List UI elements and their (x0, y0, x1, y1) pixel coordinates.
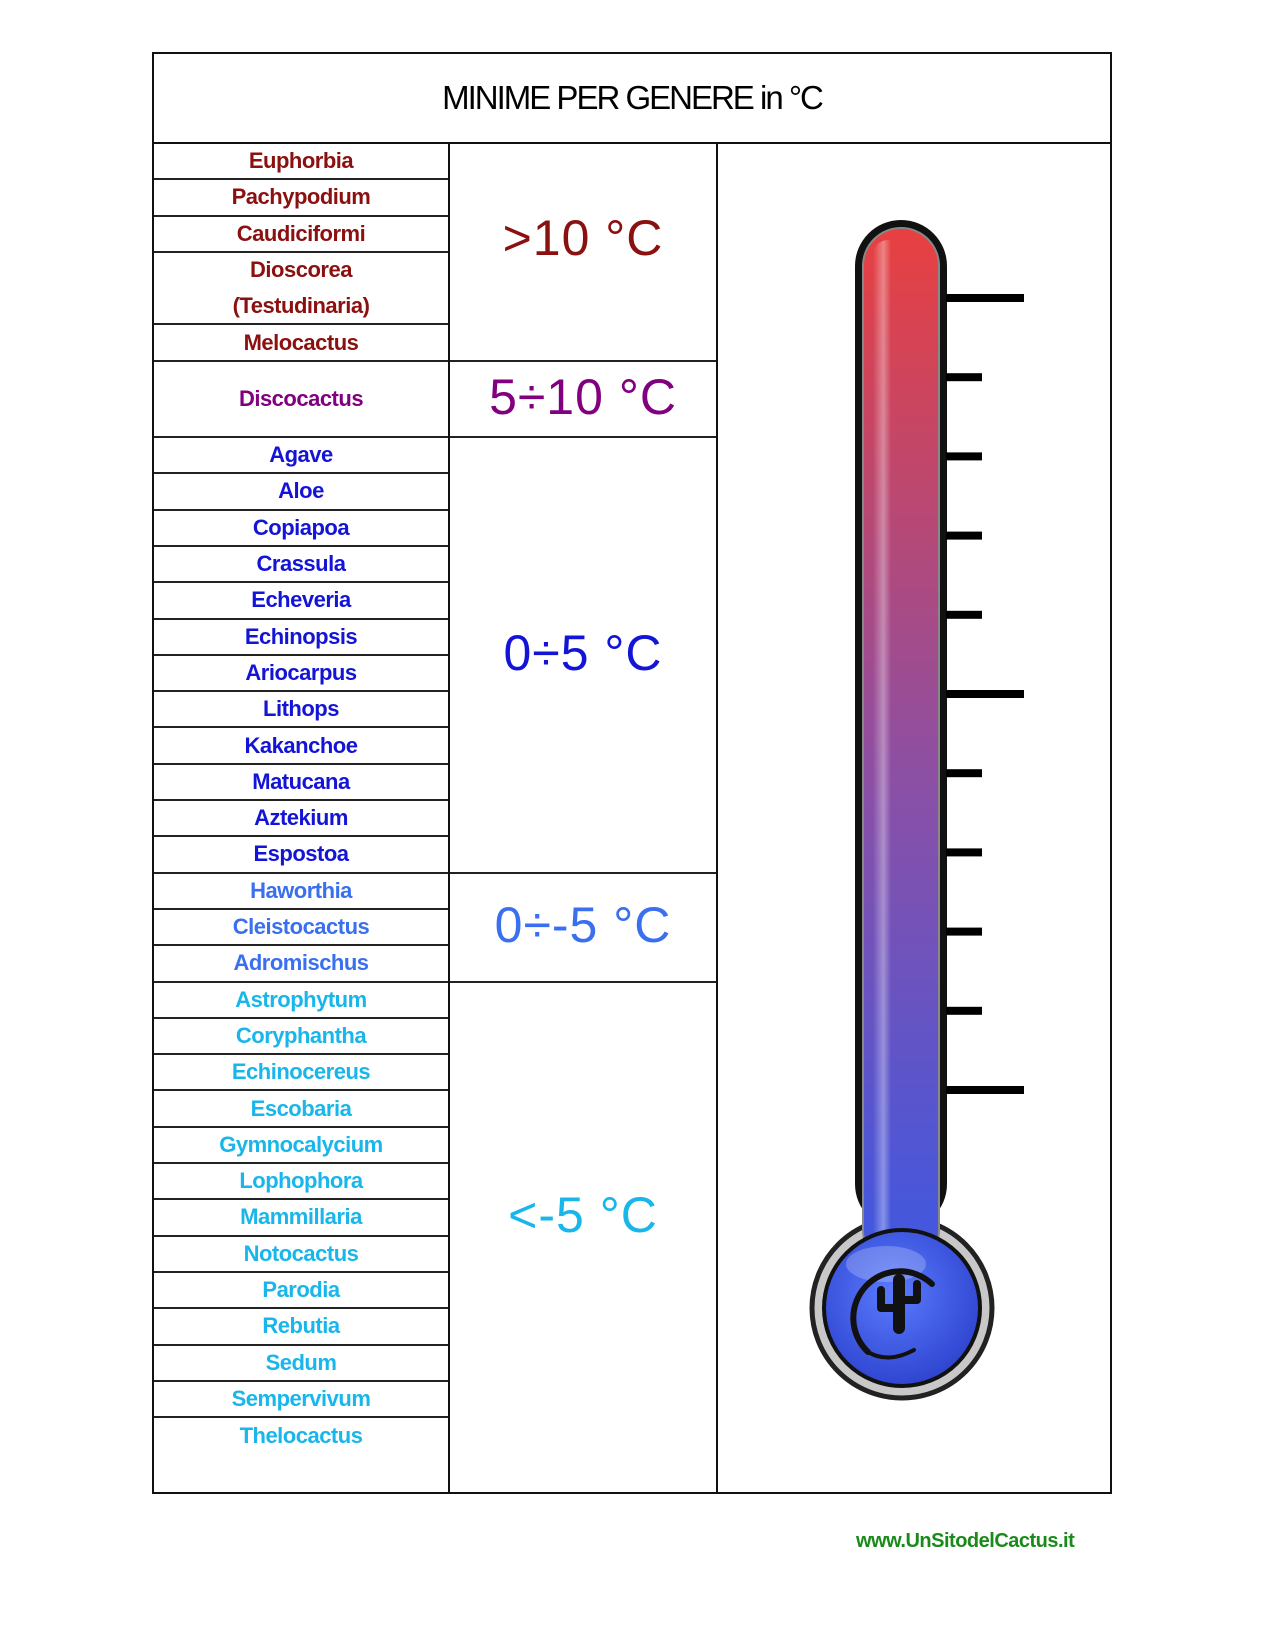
genus-cell (154, 765, 448, 801)
genus-name: Gymnocalycium (219, 1131, 383, 1157)
major-tick (946, 690, 1024, 698)
genus-column (154, 144, 450, 1492)
genus-cell (154, 362, 448, 438)
genus-name: Haworthia (250, 877, 352, 903)
genus-cell (154, 180, 448, 216)
genus-cell (154, 1019, 448, 1055)
genus-cell (154, 692, 448, 728)
minor-tick (946, 373, 982, 381)
temperature-range-label: 0÷5 °C (503, 624, 663, 681)
range-block (450, 874, 716, 983)
page-title: MINIME PER GENERE in °C (442, 79, 822, 116)
genus-cell (154, 438, 448, 474)
range-block (450, 362, 716, 438)
genus-name: Parodia (262, 1277, 340, 1303)
genus-name: Dioscorea (250, 257, 352, 283)
genus-cell (154, 1346, 448, 1382)
major-tick (946, 1086, 1024, 1094)
genus-name: Echeveria (251, 587, 351, 613)
temperature-range-label: >10 °C (502, 209, 664, 266)
genus-name: Escobaria (250, 1095, 352, 1121)
genus-name: Echinocereus (231, 1059, 371, 1085)
genus-name: Pachypodium (231, 184, 371, 210)
genus-cell (154, 656, 448, 692)
genus-name: Thelocactus (239, 1423, 363, 1449)
genus-cell (154, 728, 448, 764)
genus-name: Agave (269, 442, 333, 468)
genus-cell (154, 217, 448, 253)
genus-cell (154, 1418, 448, 1454)
major-tick (946, 294, 1024, 302)
temperature-range-label: 5÷10 °C (489, 368, 677, 425)
genus-name: Sedum (265, 1349, 337, 1375)
title-row (154, 54, 1110, 144)
genus-cell (154, 946, 448, 982)
genus-name-subtitle: (Testudinaria) (232, 293, 370, 319)
minor-tick (946, 928, 982, 936)
genus-cell (154, 1164, 448, 1200)
range-block (450, 144, 716, 362)
genus-name: Melocactus (243, 329, 359, 355)
thermometer-ticks (946, 294, 1024, 1094)
genus-name: Euphorbia (248, 148, 354, 174)
genus-cell (154, 474, 448, 510)
genus-name: Ariocarpus (245, 659, 357, 685)
genus-cell (154, 1055, 448, 1091)
minor-tick (946, 611, 982, 619)
genus-cell (154, 1128, 448, 1164)
website-link[interactable]: www.UnSitodelCactus.it (856, 1530, 1075, 1552)
minor-tick (946, 848, 982, 856)
thermometer (718, 144, 1110, 1490)
genus-cell (154, 144, 448, 180)
genus-cell (154, 801, 448, 837)
temperature-range-label: <-5 °C (508, 1187, 658, 1244)
range-column (450, 144, 718, 1492)
genus-name: Astrophytum (235, 986, 367, 1012)
genus-name: Discocactus (238, 385, 364, 411)
genus-cell (154, 1309, 448, 1345)
genus-cell (154, 874, 448, 910)
genus-cell (154, 1237, 448, 1273)
temperature-table (152, 52, 1112, 1494)
genus-name: Coryphantha (235, 1022, 367, 1048)
genus-name: Lophophora (239, 1168, 363, 1194)
genus-cell (154, 511, 448, 547)
genus-cell (154, 983, 448, 1019)
genus-name: Notocactus (243, 1240, 359, 1266)
genus-name: Rebutia (262, 1313, 340, 1339)
genus-cell (154, 837, 448, 873)
genus-cell (154, 326, 448, 362)
genus-name: Crassula (256, 551, 346, 577)
genus-name: Aloe (278, 478, 324, 504)
genus-name: Espostoa (253, 841, 349, 867)
genus-name: Cleistocactus (232, 914, 370, 940)
minor-tick (946, 452, 982, 460)
range-block (450, 438, 716, 874)
genus-name: Caudiciformi (236, 220, 366, 246)
genus-cell (154, 547, 448, 583)
genus-cell (154, 1091, 448, 1127)
temperature-range-label: 0÷-5 °C (494, 897, 672, 954)
range-block (450, 983, 716, 1455)
minor-tick (946, 532, 982, 540)
genus-cell (154, 1382, 448, 1418)
thermometer-column (718, 144, 1110, 1492)
genus-name: Mammillaria (240, 1204, 362, 1230)
genus-name: Matucana (252, 768, 350, 794)
genus-cell (154, 1200, 448, 1236)
genus-cell (154, 253, 448, 326)
minor-tick (946, 1007, 982, 1015)
genus-cell (154, 583, 448, 619)
genus-name: Copiapoa (252, 514, 350, 540)
genus-name: Kakanchoe (244, 732, 358, 758)
genus-name: Adromischus (233, 950, 369, 976)
genus-name: Sempervivum (231, 1385, 371, 1411)
genus-cell (154, 910, 448, 946)
genus-name: Echinopsis (244, 623, 358, 649)
genus-cell (154, 1273, 448, 1309)
genus-cell (154, 620, 448, 656)
genus-name: Lithops (263, 696, 339, 722)
genus-name: Aztekium (254, 805, 348, 831)
minor-tick (946, 769, 982, 777)
